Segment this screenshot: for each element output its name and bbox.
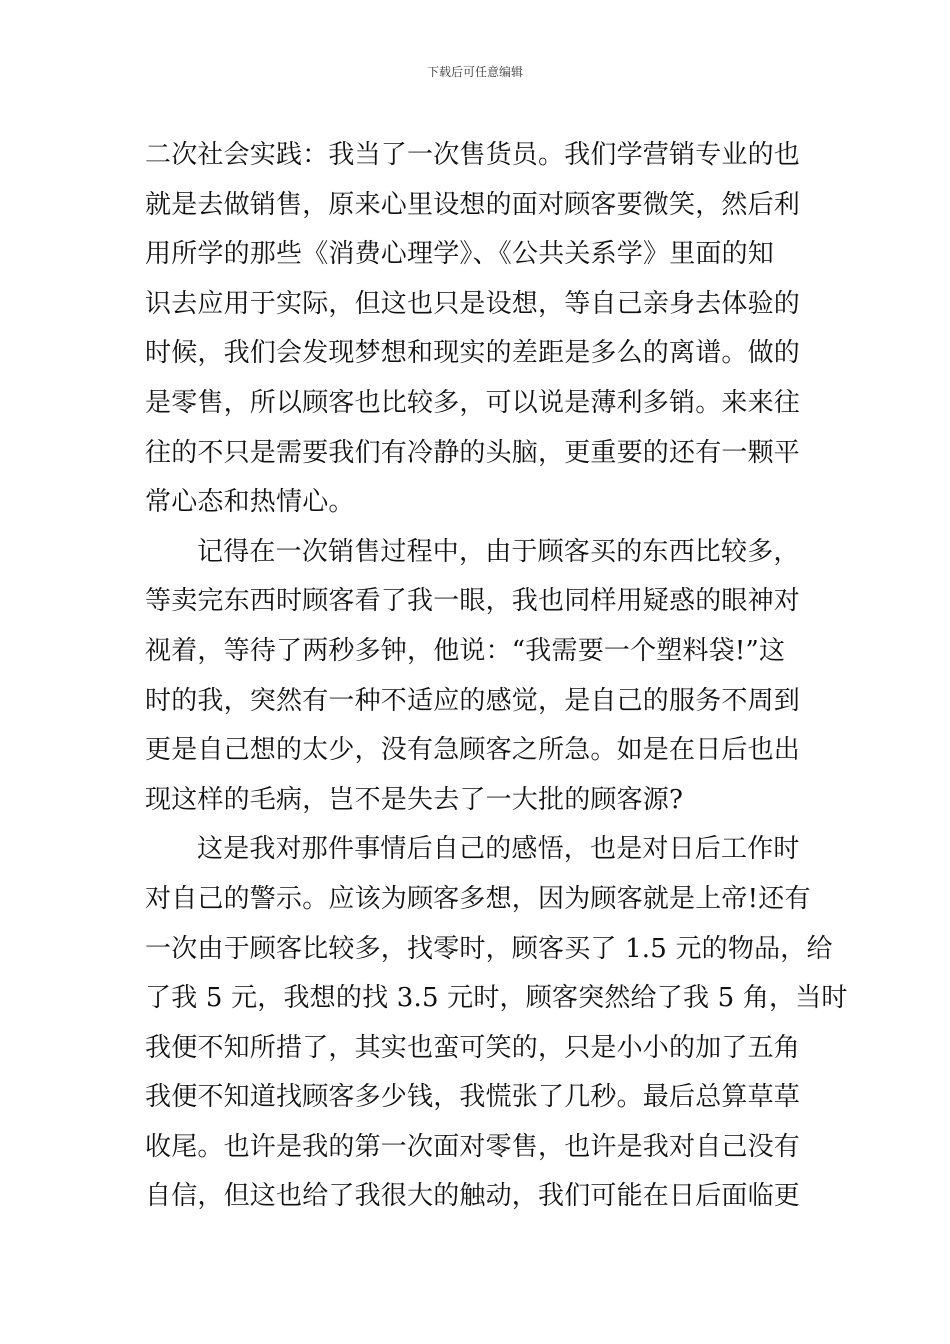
paragraph-2 bbox=[145, 528, 810, 826]
text-line: 是零售，所以顾客也比较多，可以说是薄利多销。来来往 bbox=[145, 387, 801, 418]
text-line: 时候，我们会发现梦想和现实的差距是多么的离谱。做的 bbox=[145, 338, 801, 369]
text-line: 我便不知道找顾客多少钱，我慌张了几秒。最后总算草草 bbox=[145, 1082, 801, 1113]
text-line: 用所学的那些《消费心理学》、《公共关系学》里面的知 bbox=[145, 239, 775, 270]
text-line: 往的不只是需要我们有冷静的头脑，更重要的还有一颗平 bbox=[145, 437, 801, 468]
text-line: 我便不知所措了，其实也蛮可笑的，只是小小的加了五角 bbox=[145, 1032, 801, 1063]
text-line: 识去应用于实际，但这也只是设想，等自己亲身去体验的 bbox=[145, 288, 801, 319]
paragraph-1 bbox=[145, 131, 810, 528]
text-line: 记得在一次销售过程中，由于顾客买的东西比较多， bbox=[197, 536, 800, 567]
text-line: 更是自己想的太少，没有急顾客之所急。如是在日后也出 bbox=[145, 735, 801, 766]
text-line: 二次社会实践：我当了一次售货员。我们学营销专业的也 bbox=[145, 140, 801, 170]
text-line: 视着，等待了两秒多钟，他说：“我需要一个塑料袋!”这 bbox=[145, 635, 786, 666]
text-line: 对自己的警示。应该为顾客多想，因为顾客就是上帝!还有 bbox=[145, 883, 811, 914]
text-line: 了我 5 元，我想的找 3.5 元时，顾客突然给了我 5 角，当时 bbox=[145, 983, 848, 1014]
text-line: 自信，但这也给了我很大的触动，我们可能在日后面临更 bbox=[145, 1181, 801, 1212]
text-line: 等卖完东西时顾客看了我一眼，我也同样用疑惑的眼神对 bbox=[145, 586, 801, 617]
document-body bbox=[145, 131, 848, 1222]
text-line: 常心态和热情心。 bbox=[145, 487, 355, 518]
page-header: 下载后可任意编辑 bbox=[426, 65, 523, 79]
text-line: 现这样的毛病，岂不是失去了一大批的顾客源? bbox=[145, 784, 684, 815]
text-line: 时的我，突然有一种不适应的感觉，是自己的服务不周到 bbox=[145, 685, 801, 716]
text-line: 就是去做销售，原来心里设想的面对顾客要微笑，然后利 bbox=[145, 189, 801, 220]
text-line: 一次由于顾客比较多，找零时，顾客买了 1.5 元的物品，给 bbox=[145, 933, 833, 964]
paragraph-3 bbox=[145, 825, 848, 1222]
text-line: 这是我对那件事情后自己的感悟，也是对日后工作时 bbox=[197, 834, 800, 865]
text-line: 收尾。也许是我的第一次面对零售，也许是我对自己没有 bbox=[145, 1131, 801, 1162]
